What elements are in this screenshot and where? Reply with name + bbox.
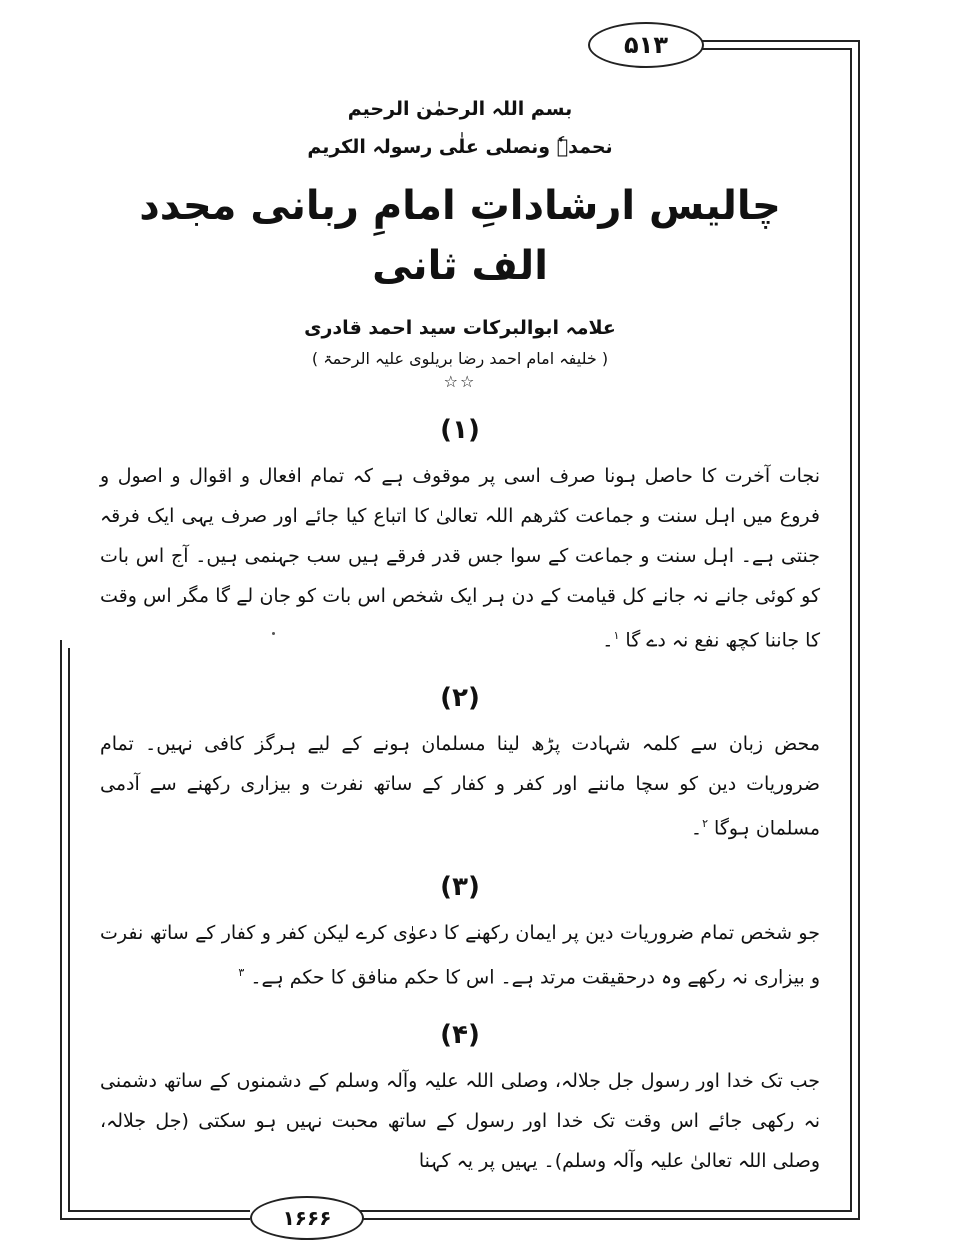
- section-number: (۳): [440, 871, 480, 902]
- frame-right-line-inner: [850, 48, 852, 1212]
- frame-bottom-line: [60, 1218, 250, 1220]
- frame-right-line: [858, 40, 860, 1220]
- page-number-top: ۵۱۳: [588, 22, 704, 68]
- frame-left-line-inner: [68, 648, 70, 1212]
- salutation: نحمدہٗ ونصلی علٰی رسولہ الکریم: [307, 136, 613, 158]
- author-note: ( خلیفہ امام احمد رضا بریلوی علیہ الرحمۃ ): [311, 349, 609, 368]
- page-content: [100, 90, 820, 1181]
- page-number-bottom: ۱۶۶۶: [250, 1196, 364, 1240]
- frame-bottom-line-inner: [68, 1210, 250, 1212]
- frame-top-line: [700, 40, 860, 42]
- frame-bottom-line-right: [360, 1218, 860, 1220]
- section-number: (۲): [440, 683, 480, 714]
- frame-top-line-inner: [700, 48, 852, 50]
- frame-left-line: [60, 640, 62, 1220]
- section-text: نجات آخرت کا حاصل ہونا صرف اسی پر موقوف ہے کہ تمام افعال و اقوال و اصول و فروع میں اہل سنت و جماعت کثرھم اللہ تعالیٰ کا اتباع کیا جائے اور صرف یہی ایک فرقہ جنتی ہے۔ اہل سنت و جماعت کے سوا جس قدر فرقے ہیں سب جہنمی ہیں۔ آج اس بات کو کوئی جانے نہ جانے کل قیامت کے دن ہر ایک شخص اس بات کو جان لے گا مگر اس وقت کا جاننا کچھ نفع نہ دے گا $^۱$۔: [100, 465, 820, 652]
- footnote-ref: ۲: [702, 817, 708, 831]
- section-body: جب تک خدا اور رسول جل جلالہ، وصلی اللہ علیہ وآلہ وسلم کے دشمنوں کے ساتھ دشمنی نہ رکھی جائے اس وقت تک خدا اور رسول کے ساتھ محبت نہیں ہو سکتی (جل جلالہ، وصلی اللہ تعالیٰ علیہ وآلہ وسلم)۔ یہیں پر یہ کہنا: [100, 1069, 820, 1172]
- frame-bottom-line-right-inner: [360, 1210, 852, 1212]
- page-title: چالیس ارشاداتِ امامِ ربانی مجدد الف ثانی: [139, 183, 781, 289]
- footnote-ref: ۱: [613, 629, 620, 642]
- section-number: (۱): [440, 415, 480, 445]
- section-body: نجات آخرت کا حاصل ہونا صرف اسی پر موقوف ہے کہ تمام افعال و اقوال و اصول و فروع میں اہل سنت و جماعت کثرھم اللہ تعالیٰ کا اتباع کیا جائے اور صرف یہی ایک فرقہ جنتی ہے۔ اہل سنت و جماعت کے سوا جس قدر فرقے ہیں سب جہنمی ہیں۔ آج اس بات کو کوئی جانے نہ جانے کل قیامت کے دن ہر ایک شخص اس بات کو جان لے گا مگر اس وقت کا جاننا کچھ نفع نہ دے گا: [100, 465, 820, 652]
- stars-ornament: ☆☆: [443, 372, 477, 391]
- section-body: محض زبان سے کلمہ شہادت پڑھ لینا مسلمان ہونے کے لیے ہرگز کافی نہیں۔ تمام ضروریات دین کو سچا ماننے اور کفر و کفار کے ساتھ نفرت و بیزاری رکھنے سے آدمی مسلمان ہوگا: [100, 733, 820, 840]
- section-text: محض زبان سے کلمہ شہادت پڑھ لینا مسلمان ہونے کے لیے ہرگز کافی نہیں۔ تمام ضروریات دین کو سچا ماننے اور کفر و کفار کے ساتھ نفرت و بیزاری رکھنے سے آدمی مسلمان ہوگا $^۲$۔: [100, 733, 820, 840]
- author-name: علامہ ابوالبرکات سید احمد قادری: [304, 317, 616, 339]
- section-body: جو شخص تمام ضروریات دین پر ایمان رکھنے کا دعوٰی کرے لیکن کفر و کفار کے ساتھ نفرت و بیزاری نہ رکھے وہ درحقیقت مرتد ہے۔ اس کا حکم منافق کا حکم ہے۔: [100, 921, 820, 988]
- section-text: [100, 1061, 820, 1181]
- footnote-ref: ۳: [238, 965, 245, 979]
- bismillah: بسم اللہ الرحمٰن الرحیم: [347, 98, 573, 120]
- section-number: (۴): [440, 1019, 480, 1050]
- section-text: [100, 913, 820, 997]
